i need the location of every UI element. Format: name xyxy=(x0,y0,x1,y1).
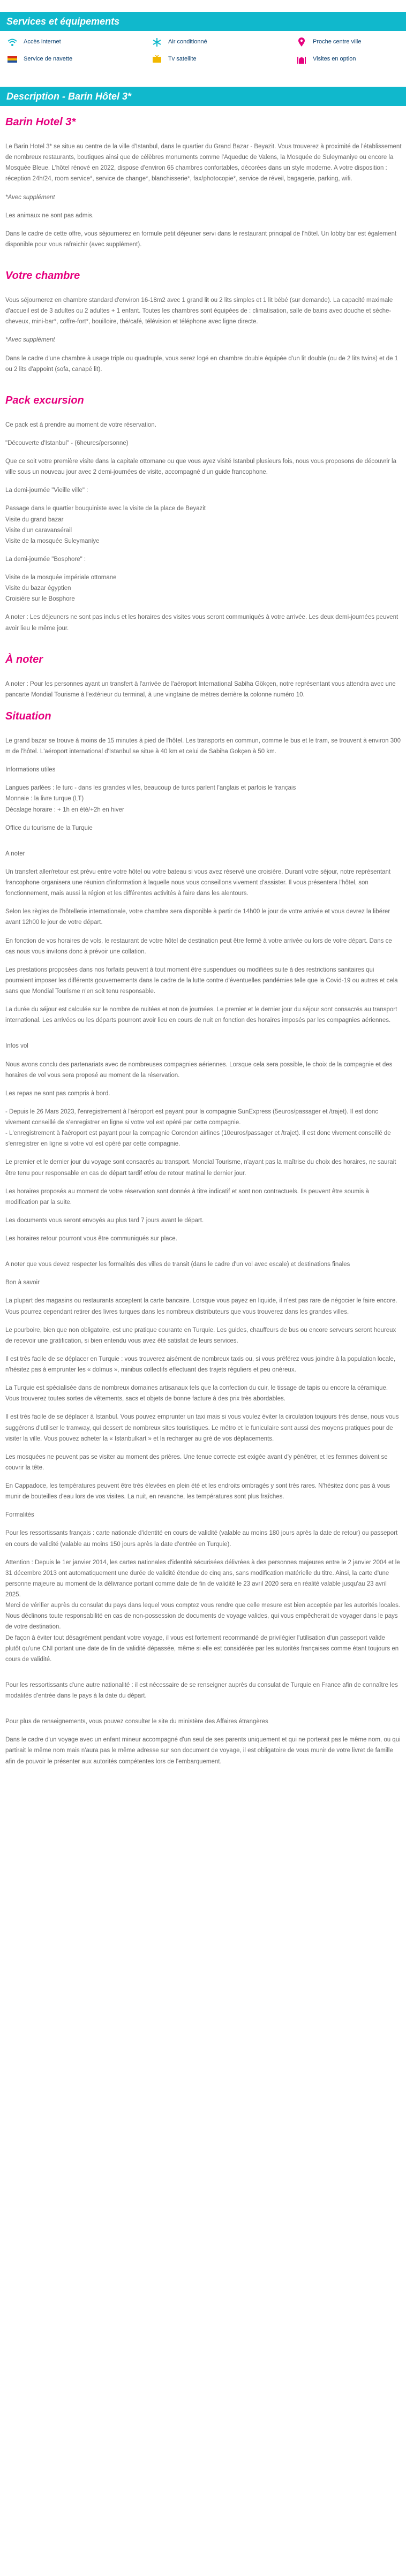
situation-heading: A noter xyxy=(5,850,25,857)
situation-paragraph: Nous avons conclu des partenariats avec de nombreuses compagnies aériennes. Lorsque cela sera possible, le choix de la compagnie et des horaires de vol vous sera proposé au moment de la réservation. xyxy=(5,1061,393,1079)
service-label: Accès internet xyxy=(24,39,61,46)
snowflake-icon xyxy=(151,37,163,47)
situation-paragraph: La Turquie est spécialisée dans de nombreux domaines artisanaux tels que la confection du cuir, le tissage de tapis ou encore la céramique. Vous trouverez toutes sortes de vêtements, sacs et objets de bonne facture à des prix très abordables. xyxy=(5,1385,388,1403)
situation-paragraph: Il est très facile de se déplacer à Istanbul. Vous pouvez emprunter un taxi mais si vous voulez éviter la circulation toujours très dense, nous vous suggérons d'utiliser le tramway, qui dessert de nombreux sites touristiques. Le métro et le funiculaire sont aussi des moyens pratiques pour de visiter la ville. Vous pouvez acheter la « Istanbulkart » et la recharger au gré de vos déplacements. xyxy=(5,1414,399,1442)
foreign-affairs-link[interactable]: Pour plus de renseignements, vous pouvez consulter le site du ministère des Affaires étrangères xyxy=(5,1718,268,1725)
list-item: Visite du bazar égyptien xyxy=(5,585,71,592)
situation-paragraph: Les horaires retour pourront vous être communiqués sur place. xyxy=(5,1236,177,1242)
list-item: Monnaie : la livre turque (LT) xyxy=(5,795,84,802)
situation-paragraph: Le premier et le dernier jour du voyage sont consacrés au transport. Mondial Tourisme, n'ayant pas la maîtrise du choix des horaires, ne saurait être tenu pour responsable en cas de départ tardif et/ou de retour matinal le dernier jour. xyxy=(5,1159,396,1177)
situation-heading: Formalités xyxy=(5,1512,34,1519)
situation-paragraph: Les prestations proposées dans nos forfaits peuvent à tout moment être suspendues ou modifiées suite à des restrictions sanitaires qui pourraient imposer les différents gouvernements dans le cadre de la lutte contre d'éventuelles pandémies telle que la Covid-19 ou autres et cela sans que Mondial Tourisme n'en soit tenu responsable. xyxy=(5,966,398,995)
situation-title: Situation xyxy=(5,710,51,722)
service-shuttle xyxy=(6,52,151,66)
flag-icon xyxy=(6,55,18,64)
situation-paragraph: En Cappadoce, les températures peuvent être très élevées en plein été et les endroits ombragés y sont très rares. N'hésitez donc pas à vous munir de bouteilles d'eau lors de vos visites. La nuit, en revanche, les températures sont plus fraîches. xyxy=(5,1483,390,1501)
list-item: Passage dans le quartier bouquiniste avec la visite de la place de Beyazit xyxy=(5,505,206,512)
situation-paragraph: Un transfert aller/retour est prévu entre votre hôtel ou votre bateau si vous avez réservé une croisière. Durant votre séjour, notre représentant francophone organisera une réunion d'information à laquelle nous vous conseillons vivement d'assister. Il vous présentera l'hôtel, son fonctionnement, mais aussi la région et les différentes activités à faire dans les alentours. xyxy=(5,868,391,897)
hotel-paragraph: Le Barin Hotel 3* se situe au centre de la ville d'Istanbul, dans le quartier du Grand Bazar - Beyazit. Vous trouverez à proximité de l'établissement de nombreux restaurants, boutiques ainsi que de célèbres monuments comme l'Aqueduc de Valens, la Mosquée de Suleymaniye ou encore la Mosquée Bleue. L'hôtel rénové en 2022, dispose d'environ 65 chambres confortables, décorées dans un style moderne. A votre disposition : réception 24h/24, room service*, service de change*, blanchisserie*, fax/photocopie*, service de réveil, bagagerie, parking, wifi. xyxy=(5,143,402,183)
description-content xyxy=(0,106,406,1767)
pack-paragraph: Ce pack est à prendre au moment de votre réservation. xyxy=(5,421,156,428)
pack-paragraph: "Découverte d'Istanbul" - (6heures/personne) xyxy=(5,440,129,446)
hotel-note: *Avec supplément xyxy=(5,194,55,201)
room-paragraph: Dans le cadre d'une chambre à usage triple ou quadruple, vous serez logé en chambre double équipée d'un lit double (ou de 2 lits twins) et de 1 ou 2 lits d'appoint (sofa, canapé lit). xyxy=(5,355,399,373)
situation-paragraph: Dans le cadre d'un voyage avec un enfant mineur accompagné d'un seul de ses parents uniquement et qui ne porterait pas le même nom, ou qui partirait le même nom mais n'aura pas le même adresse sur son document de voyage, il est obligatoire de vous munir de votre livret de famille afin de pouvoir le présenter aux autorités compétentes lors de l'embarquement. xyxy=(5,1737,401,1765)
list-item: Visite d'un caravansérail xyxy=(5,527,72,534)
situation-paragraph: Il est très facile de se déplacer en Turquie : vous trouverez aisément de nombreux taxis ou, si vous préférez vous joindre à la population locale, n'hésitez pas à emprunter les « dolmus », minibus collectifs effectuant des trajets réguliers et peu onéreux. xyxy=(5,1355,396,1373)
hotel-paragraph: Dans le cadre de cette offre, vous séjournerez en formule petit déjeuner servi dans le restaurant principal de l'hôtel. Un lobby bar est également disponible pour vous rafraichir (avec supplément). xyxy=(5,230,397,248)
situation-paragraph: Les repas ne sont pas compris à bord. xyxy=(5,1090,110,1097)
hotel-paragraph: Les animaux ne sont pas admis. xyxy=(5,212,94,219)
service-label: Air conditionné xyxy=(168,39,207,46)
service-label: Visites en option xyxy=(313,56,356,63)
pack-paragraph: A noter : Les déjeuners ne sont pas inclus et les horaires des visites vous seront communiqués à votre arrivée. Les deux demi-journées peuvent avoir lieu le même jour. xyxy=(5,614,399,632)
tv-icon xyxy=(151,55,163,64)
list-item: Visite du grand bazar xyxy=(5,516,64,523)
note-title: À noter xyxy=(5,653,43,665)
situation-paragraph: Attention : Depuis le 1er janvier 2014, les cartes nationales d'identité sécurisées délivrées à des personnes majeures entre le 2 janvier 2004 et le 31 décembre 2013 ont automatiquement une durée de validité étendue de cinq ans, sans modification matérielle du titre. Ainsi, la carte d'une personne majeure au moment de la délivrance portant comme date de fin de validité le 23 avril 2020 sera en réalité valable jusqu'au 23 avril 2025. Merci de vérifier auprès du consulat du pays dans lequel vous comptez vous rendre que celle mesure est bien acceptée par les autorités locales. Nous déclinons toute responsabilité en cas de non-possession de documents de voyage valides, qui vous empêcherait de voyager dans le pays de votre destination. De façon à éviter tout désagrément pendant votre voyage, il vous est fortement recommandé de privilégier l'utilisation d'un passeport valide plutôt qu'une CNI portant une date de fin de validité dépassée, même si elle est considérée par les autorités françaises comme étant toujours en cours de validité. xyxy=(5,1559,401,1663)
service-label: Service de navette xyxy=(24,56,73,63)
situation-paragraph: La durée du séjour est calculée sur le nombre de nuitées et non de journées. Le premier et le dernier jour du séjour sont consacrés au transport international. Les arrivées ou les départs pourront avoir lieu en cours de nuit en fonction des horaires imposés par les compagnies aériennes. xyxy=(5,1006,397,1024)
situation-paragraph: Selon les règles de l'hôtellerie internationale, votre chambre sera disponible à partir de 14h00 le jour de votre arrivée et vous devrez la libérer avant 12h00 le jour de votre départ. xyxy=(5,908,390,926)
situation-heading: Bon à savoir xyxy=(5,1279,40,1286)
situation-paragraph: Le grand bazar se trouve à moins de 15 minutes à pied de l'hôtel. Les transports en commun, comme le bus et le tram, se trouvent à environ 300 m de l'hôtel. L'aéroport international d'Istanbul se situe à 40 km et celui de Sabiha Gokçen à 50 km. xyxy=(5,737,401,755)
situation-paragraph: En fonction de vos horaires de vols, le restaurant de votre hôtel de destination peut être fermé à votre arrivée ou lors de votre départ. Dans ce cas nous vous invitons donc à prévoir une collation. xyxy=(5,937,392,955)
service-aircon xyxy=(151,35,296,49)
situation-paragraph: Les documents vous seront envoyés au plus tard 7 jours avant le départ. xyxy=(5,1217,204,1224)
situation-paragraph: Les horaires proposés au moment de votre réservation sont donnés à titre indicatif et sont non contractuels. Ils peuvent être soumis à modification par la suite. xyxy=(5,1188,369,1206)
services-banner: Services et équipements xyxy=(0,12,406,31)
situation-paragraph: Les mosquées ne peuvent pas se visiter au moment des prières. Une tenue correcte est exigée avant d'y pénétrer, et les femmes doivent se couvrir la tête. xyxy=(5,1453,388,1471)
mosque-icon xyxy=(296,55,307,64)
tourism-office-link[interactable]: Office du tourisme de la Turquie xyxy=(5,824,93,831)
list-item: Croisière sur le Bosphore xyxy=(5,596,75,603)
services-grid xyxy=(0,31,406,72)
pack-title: Pack excursion xyxy=(5,394,84,406)
situation-paragraph: - Depuis le 26 Mars 2023, l'enregistrement à l'aéroport est payant pour la compagnie SunExpress (5euros/passager et /trajet). Il est donc vivement conseillé de s'enregistrer en ligne si votre vol est opéré par cette compagnie. - L'enregistrement à l'aéroport est payant pour la compagnie Corendon airlines (10euros/passager et /trajet). Il est donc vivement conseillé de s'enregistrer en ligne si votre vol est opéré par cette compagnie. xyxy=(5,1108,391,1148)
situation-paragraph: A noter que vous devez respecter les formalités des villes de transit (dans le cadre d'un vol avec escale) et destinations finales xyxy=(5,1261,350,1268)
description-banner: Description - Barin Hôtel 3* xyxy=(0,87,406,106)
room-paragraph: Vous séjournerez en chambre standard d'environ 16-18m2 avec 1 grand lit ou 2 lits simples et 1 lit bébé (sur demande). La capacité maximale d'accueil est de 3 adultes ou 2 adultes + 1 enfant. Toutes les chambres sont équipées de : climatisation, salle de bains avec douche et sèche-cheveux, mini-bar*, coffre-fort*, bouilloire, thé/café, télévision et téléphone avec ligne directe. xyxy=(5,297,393,325)
list-item: Langues parlées : le turc - dans les grandes villes, beaucoup de turcs parlent l'anglais et parfois le français xyxy=(5,785,296,792)
list-item: Décalage horaire : + 1h en été/+2h en hiver xyxy=(5,806,124,813)
service-visits xyxy=(296,52,397,66)
pin-icon xyxy=(296,37,307,47)
note-paragraph: A noter : Pour les personnes ayant un transfert à l'arrivée de l'aéroport International Sabiha Gökçen, notre représentant vous attendra avec une pancarte Mondial Tourisme à l'extérieur du terminal, à une vingtaine de mètres derrière la colonne numéro 10. xyxy=(5,680,396,698)
service-center xyxy=(296,35,397,49)
service-label: Tv satellite xyxy=(168,56,197,63)
list-item: Visite de la mosquée Suleymaniye xyxy=(5,537,100,544)
situation-paragraph: Pour les ressortissants français : carte nationale d'identité en cours de validité (valable au moins 180 jours après la date de retour) ou passeport en cours de validité (valable au moins 150 jours après la date d'entrée en Turquie). xyxy=(5,1530,398,1548)
situation-paragraph: La plupart des magasins ou restaurants acceptent la carte bancaire. Lorsque vous payez en liquide, il n'est pas rare de négocier le faire encore. Vous pourrez cependant retirer des livres turques dans les nombreux distributeurs que vous trouverez dans les grandes villes. xyxy=(5,1298,397,1315)
pack-paragraph: La demi-journée "Vieille ville" : xyxy=(5,487,88,494)
service-tv xyxy=(151,52,296,66)
room-title: Votre chambre xyxy=(5,270,80,282)
service-internet xyxy=(6,35,151,49)
situation-heading: Infos vol xyxy=(5,1043,28,1050)
pack-paragraph: La demi-journée "Bosphore" : xyxy=(5,556,86,563)
hotel-title: Barin Hotel 3* xyxy=(5,116,76,128)
service-label: Proche centre ville xyxy=(313,39,362,46)
pack-paragraph: Que ce soit votre première visite dans la capitale ottomane ou que vous ayez visité Istanbul plusieurs fois, nous vous proposons de découvrir la ville sous un nouveau jour avec 2 demi-journées de visite, accompagné d'un guide francophone. xyxy=(5,458,397,476)
situation-paragraph: Pour les ressortissants d'une autre nationalité : il est nécessaire de se renseigner auprès du consulat de Turquie en France afin de connaître les modalités d'entrée dans le pays à la date du départ. xyxy=(5,1681,398,1699)
wifi-icon xyxy=(6,37,18,47)
situation-paragraph: Le pourboire, bien que non obligatoire, est une pratique courante en Turquie. Les guides, chauffeurs de bus ou encore serveurs seront heureux de recevoir une gratification, si bien entendu vous avez été satisfait de leurs services. xyxy=(5,1327,396,1344)
room-note: *Avec supplément xyxy=(5,337,55,344)
situation-heading: Informations utiles xyxy=(5,767,56,774)
list-item: Visite de la mosquée impériale ottomane xyxy=(5,574,117,581)
